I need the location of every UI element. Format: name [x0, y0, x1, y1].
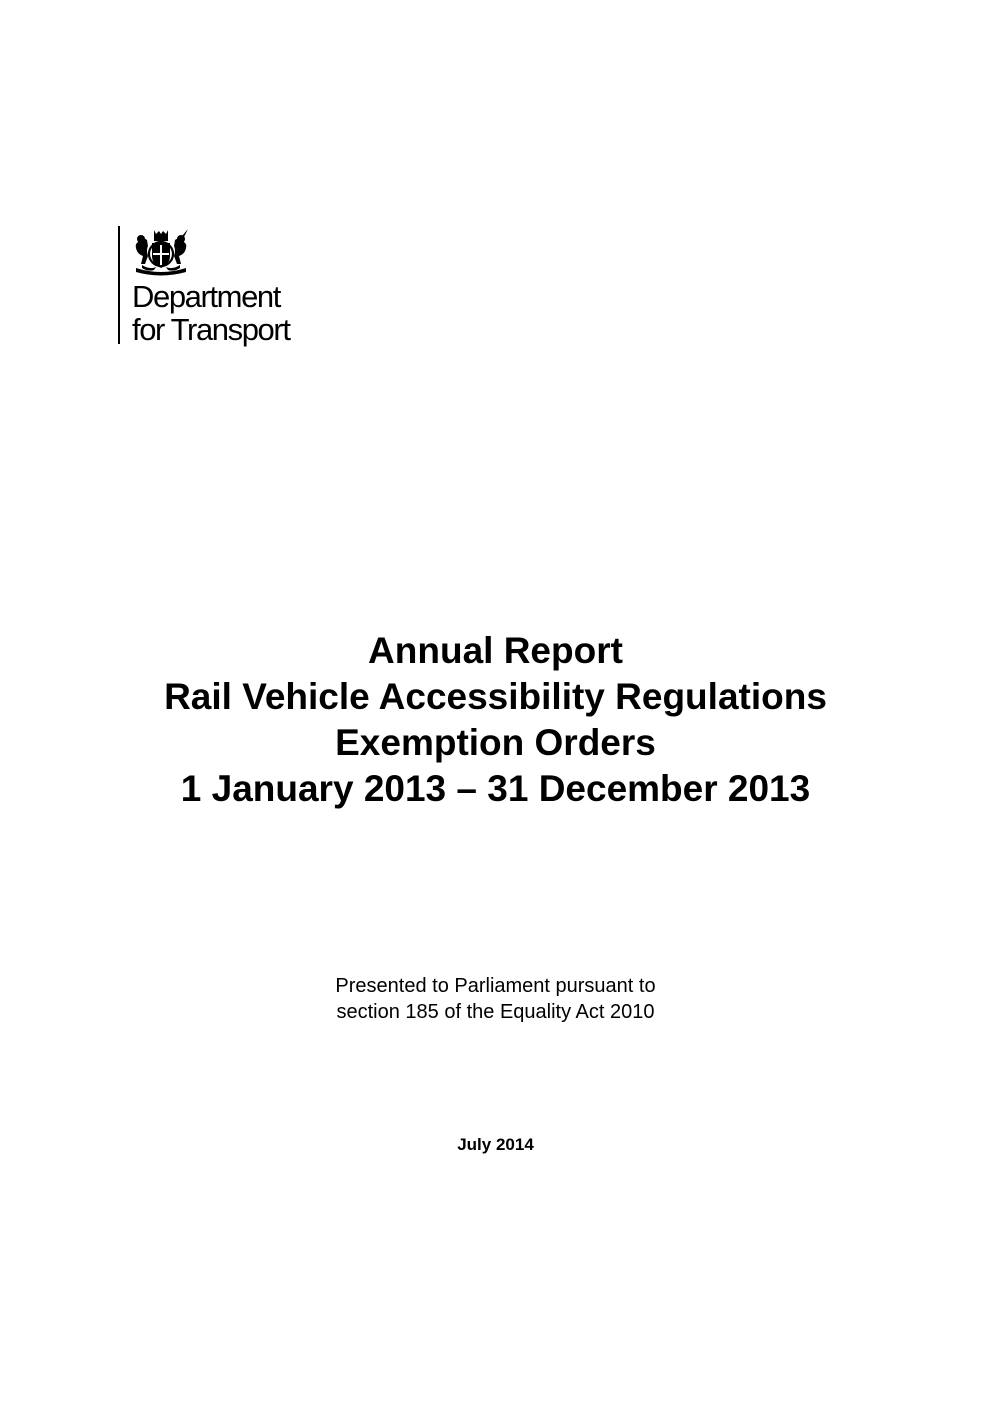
department-logo [118, 226, 338, 348]
title-line1: Annual Report [368, 630, 623, 671]
department-name-line2: for Transport [132, 312, 290, 347]
presented-line1: Presented to Parliament pursuant to [335, 975, 656, 997]
title-line3: Exemption Orders [335, 722, 656, 763]
title-line4: 1 January 2013 – 31 December 2013 [180, 768, 811, 809]
royal-coat-of-arms-icon [132, 228, 190, 276]
title-line2: Rail Vehicle Accessibility Regulations [164, 676, 827, 717]
department-name-line1: Department [132, 279, 280, 314]
report-title [0, 628, 991, 812]
publication-date: July 2014 [457, 1135, 534, 1154]
department-name [132, 280, 290, 346]
presented-line2: section 185 of the Equality Act 2010 [336, 1001, 655, 1023]
presented-statement [0, 973, 991, 1025]
logo-vertical-rule [118, 226, 120, 344]
